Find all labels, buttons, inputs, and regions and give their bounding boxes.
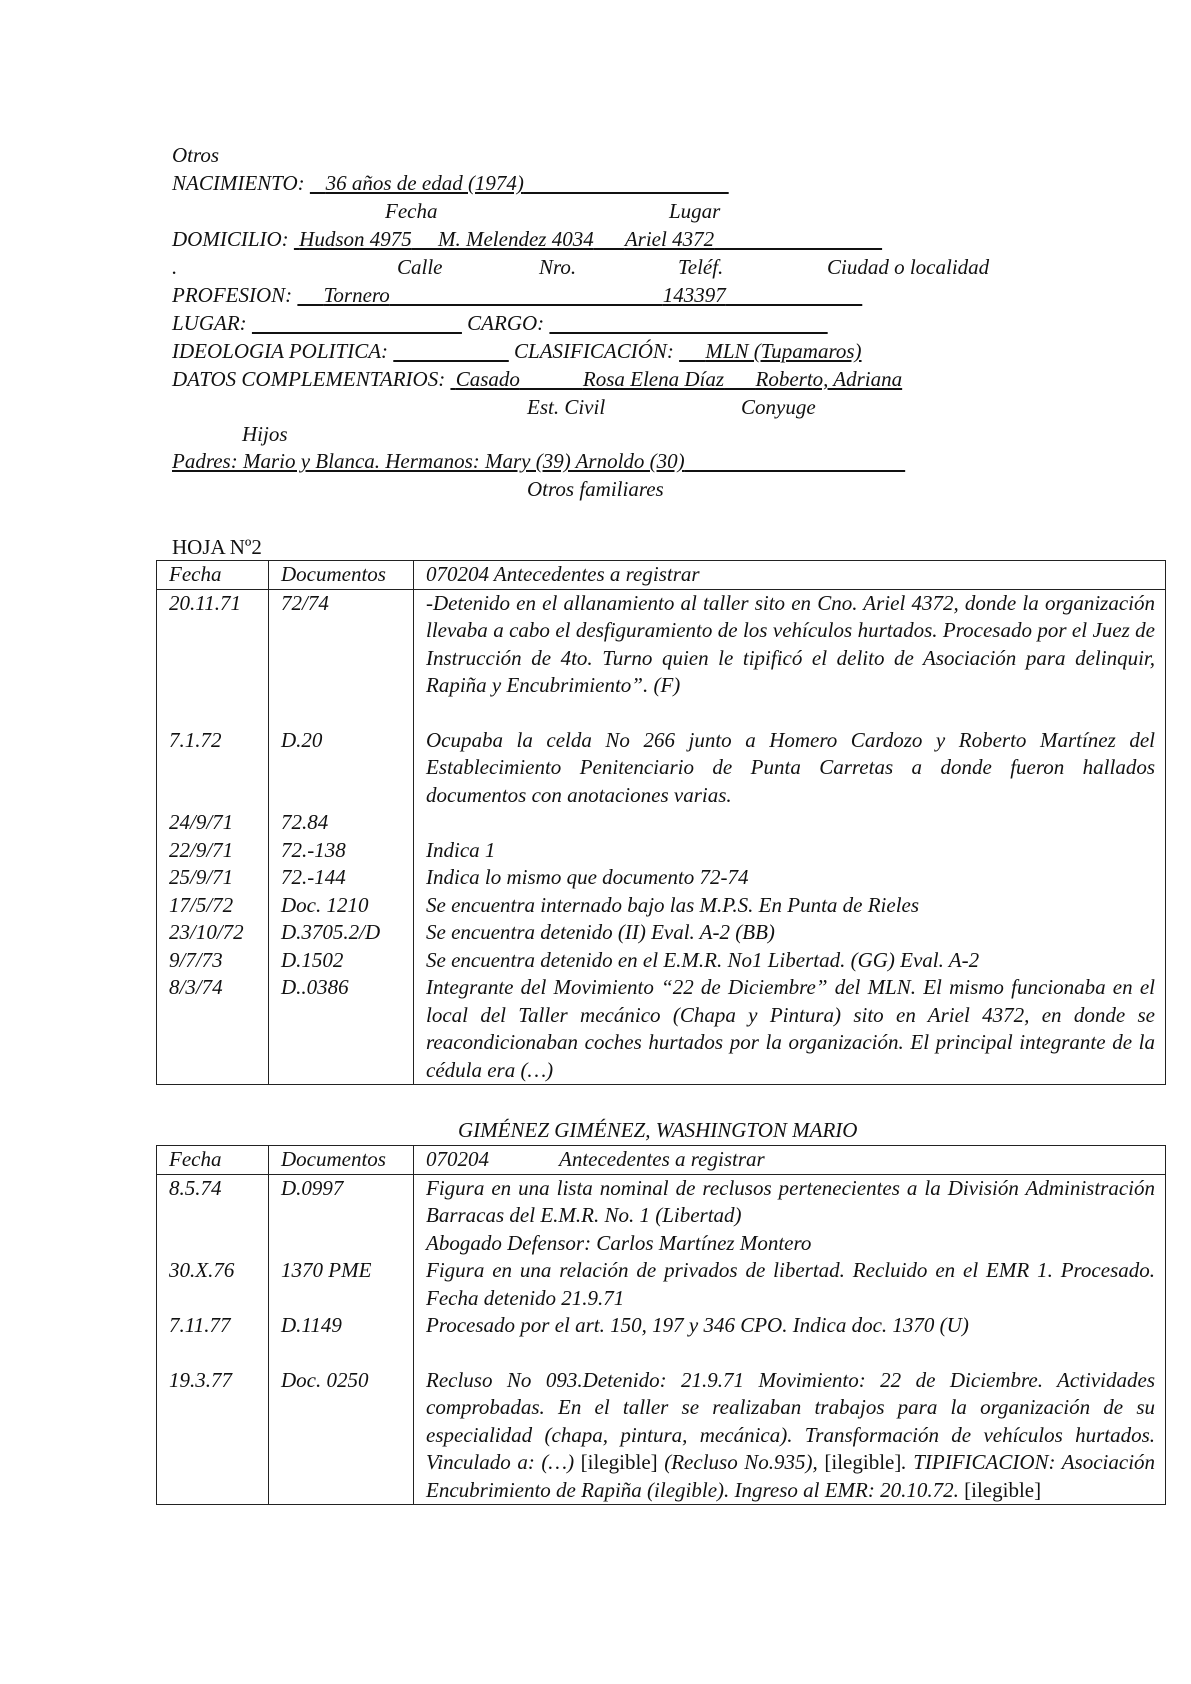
nacimiento-label: NACIMIENTO: [172,171,305,195]
row-doc: 72.84 [269,809,414,837]
header-antecedentes: 070204 Antecedentes a registrar [414,561,1166,590]
profesion-label: PROFESION: [172,283,293,307]
table-header-row [157,561,1166,590]
lugar-cargo-line [172,310,828,336]
table-row [157,1367,1166,1505]
row-doc: D.20 [269,727,414,810]
nro-sublabel: Nro. [539,255,577,279]
table-row [157,727,1166,810]
row-fecha: 8/3/74 [157,974,269,1085]
row-text-abogado: Abogado Defensor: Carlos Martínez Montero [426,1230,812,1255]
row-doc: D.1149 [269,1312,414,1340]
row-text: Ocupaba la celda No 266 junto a Homero Cardozo y Roberto Martínez del Establecimiento Penitenciario de Punta Carretas a donde fueron hallados documentos con anotaciones varias. [414,727,1166,810]
table-row [157,1174,1166,1257]
lugar-label: LUGAR: [172,311,247,335]
padres-value: Padres: Mario y Blanca. Hermanos: Mary (39) Arnoldo (30) [172,449,685,473]
profesion-line [172,282,862,308]
row-fecha: 30.X.76 [157,1257,269,1312]
row-text: Se encuentra internado bajo las M.P.S. En Punta de Rieles [414,892,1166,920]
table-row [157,809,1166,837]
row-doc: D..0386 [269,974,414,1085]
row-doc: 72.-138 [269,837,414,865]
header-fecha: Fecha [157,561,269,590]
row-fecha: 7.1.72 [157,727,269,810]
table-header-row [157,1146,1166,1175]
row-fecha: 8.5.74 [157,1174,269,1257]
profesion-value: Tornero 143397 [323,283,726,307]
table-gap-row [157,1340,1166,1367]
row-doc: D.0997 [269,1174,414,1257]
row-fecha: 7.11.77 [157,1312,269,1340]
ilegible-mark: [ilegible] [964,1477,1042,1502]
row-text [414,809,1166,837]
antecedentes-table-1 [156,560,1166,1085]
nacimiento-value: 36 años de edad (1974) [325,171,524,195]
header-documentos: Documentos [269,1146,414,1175]
table-gap-row [157,700,1166,727]
hoja-title: HOJA Nº2 [172,535,262,559]
table-row [157,947,1166,975]
domicilio-label: DOMICILIO: [172,227,289,251]
domicilio-line [172,226,882,252]
datos-line [172,366,902,392]
row-text-main: Figura en una lista nominal de reclusos pertenecientes a la División Administración Barracas del E.M.R. No. 1 (Libertad) [426,1175,1155,1227]
datos-value: Casado Rosa Elena Díaz Roberto, Adriana [455,367,903,391]
conyuge-sublabel: Conyuge [741,395,816,419]
lugar-sublabel: Lugar [669,199,721,223]
header-fecha: Fecha [157,1146,269,1175]
table-row [157,1312,1166,1340]
domicilio-dot: . [172,255,178,279]
cargo-label: CARGO: [467,311,545,335]
otros-familiares-sublabel: Otros familiares [527,477,664,501]
clasificacion-value: MLN (Tupamaros) [705,339,862,363]
row-text: -Detenido en el allanamiento al taller sito en Cno. Ariel 4372, donde la organización llevaba a cabo el desfiguramiento de los vehículos hurtados. Procesado por el Juez de Instrucción de 4to. Turno quien le tipificó el delito de Asociación para delinquir, Rapiña y Encubrimiento”. (F) [414,589,1166,700]
row-fecha: 22/9/71 [157,837,269,865]
table-row [157,919,1166,947]
row-text: Indica lo mismo que documento 72-74 [414,864,1166,892]
table-row [157,837,1166,865]
ilegible-mark: [ilegible] [580,1450,658,1474]
calle-sublabel: Calle [397,255,443,279]
lugar-blank [252,311,462,335]
row-doc: Doc. 1210 [269,892,414,920]
row-fecha: 20.11.71 [157,589,269,700]
padres-line [172,448,905,474]
fecha-sublabel: Fecha [385,199,438,223]
antecedentes-table-2 [156,1145,1166,1505]
domicilio-value: Hudson 4975 M. Melendez 4034 Ariel 4372 [299,227,715,251]
telef-sublabel: Teléf. [678,255,724,279]
header-antecedentes: 070204 Antecedentes a registrar [414,1146,1166,1175]
subject-name-heading: GIMÉNEZ GIMÉNEZ, WASHINGTON MARIO [458,1118,858,1142]
ideologia-blank [393,339,509,363]
row-text [414,1174,1166,1257]
row-fecha: 17/5/72 [157,892,269,920]
row-doc: 72.-144 [269,864,414,892]
row-fecha: 9/7/73 [157,947,269,975]
row-text: Indica 1 [414,837,1166,865]
cargo-blank [549,311,827,335]
header-documentos: Documentos [269,561,414,590]
nacimiento-line [172,170,729,196]
datos-label: DATOS COMPLEMENTARIOS: [172,367,446,391]
ideologia-line [172,338,862,364]
ideologia-label: IDEOLOGIA POLITICA: [172,339,389,363]
row-text: Recluso No 093.Detenido: 21.9.71 Movimiento: 22 de Diciembre. Actividades comprobadas. En el taller se realizaban trabajos para la organización de su especialidad (chapa, pintura, mecánica). Transformación de vehículos hurtados. Vinculado a: (…) [ilegible] (Recluso No.935), [ilegible]. TIPIFICACION: Asociación Encubrimiento de Rapiña (ilegible). Ingreso al EMR: 20.10.72. [ilegible] [414,1367,1166,1505]
row-fecha: 24/9/71 [157,809,269,837]
ciudad-sublabel: Ciudad o localidad [827,255,990,279]
row-text: Procesado por el art. 150, 197 y 346 CPO. Indica doc. 1370 (U) [414,1312,1166,1340]
hijos-sublabel: Hijos [242,422,288,446]
otros-label: Otros [172,143,220,167]
row-doc: 1370 PME [269,1257,414,1312]
table-row [157,974,1166,1085]
row-fecha: 19.3.77 [157,1367,269,1505]
table-row [157,892,1166,920]
row-doc: 72/74 [269,589,414,700]
row-text: Se encuentra detenido en el E.M.R. No1 Libertad. (GG) Eval. A-2 [414,947,1166,975]
row-text: Se encuentra detenido (II) Eval. A-2 (BB) [414,919,1166,947]
table-row [157,1257,1166,1312]
estcivil-sublabel: Est. Civil [527,395,606,419]
row-fecha: 25/9/71 [157,864,269,892]
table-row [157,589,1166,700]
row-doc: D.1502 [269,947,414,975]
row-text: Integrante del Movimiento “22 de Diciembre” del MLN. El mismo funcionaba en el local del Taller mecánico (Chapa y Pintura) sito en Ariel 4372, en donde se reacondicionaban coches hurtados por la organización. El principal integrante de la cédula era (…) [414,974,1166,1085]
row-doc: D.3705.2/D [269,919,414,947]
row-fecha: 23/10/72 [157,919,269,947]
ilegible-mark: [ilegible] [824,1450,902,1474]
table-row [157,864,1166,892]
row-text: Figura en una relación de privados de libertad. Recluido en el EMR 1. Procesado. Fecha detenido 21.9.71 [414,1257,1166,1312]
row-doc: Doc. 0250 [269,1367,414,1505]
clasificacion-label: CLASIFICACIÓN: [514,339,674,363]
